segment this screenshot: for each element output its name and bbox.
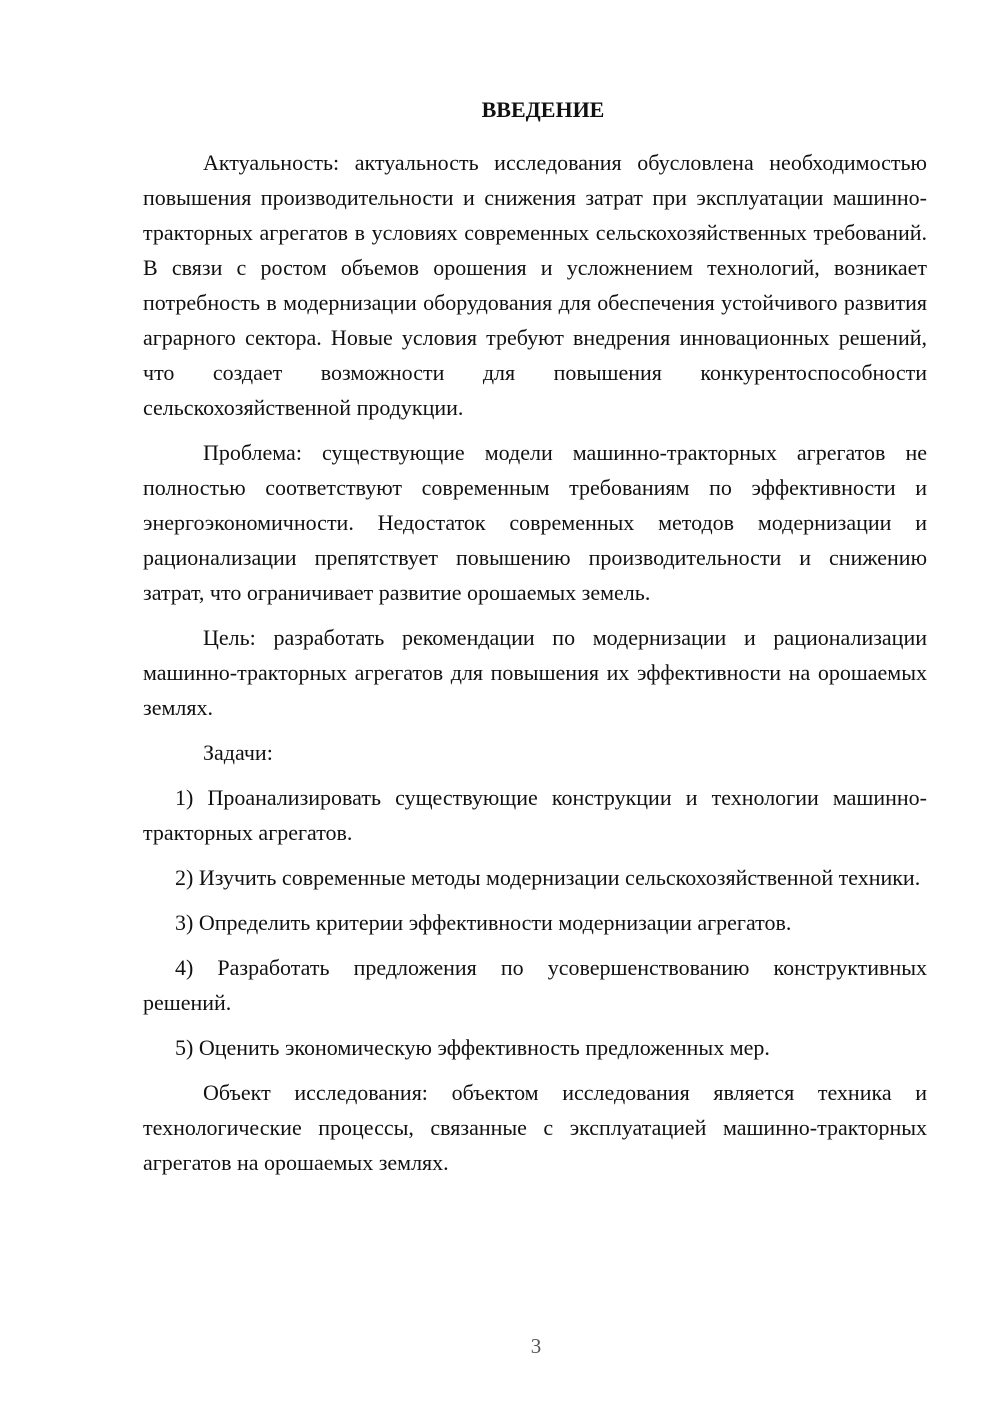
section-heading: ВВЕДЕНИЕ bbox=[481, 97, 605, 122]
task-item-5: 5) Оценить экономическую эффективность предложенных мер. bbox=[175, 1035, 770, 1060]
goal-paragraph: Цель: разработать рекомендации по модернизации и рационализации машинно-тракторных агрегатов для повышения их эффективности на орошаемых землях. bbox=[143, 625, 927, 720]
task-item-2: 2) Изучить современные методы модернизации сельскохозяйственной техники. bbox=[175, 865, 921, 890]
task-item-1: 1) Проанализировать существующие конструкции и технологии машинно-тракторных агрегатов. bbox=[143, 785, 927, 845]
problem-paragraph: Проблема: существующие модели машинно-тракторных агрегатов не полностью соответствуют современным требованиям по эффективности и энергоэкономичности. Недостаток современных методов модернизации и рационализации препятствует повышению производительности и снижению затрат, что ограничивает развитие орошаемых земель. bbox=[143, 440, 927, 605]
object-paragraph: Объект исследования: объектом исследования является техника и технологические процессы, связанные с эксплуатацией машинно-тракторных агрегатов на орошаемых землях. bbox=[143, 1080, 927, 1175]
relevance-paragraph: Актуальность: актуальность исследования обусловлена необходимостью повышения производительности и снижения затрат при эксплуатации машинно-тракторных агрегатов в условиях современных сельскохозяйственных требований. В связи с ростом объемов орошения и усложнением технологий, возникает потребность в модернизации оборудования для обеспечения устойчивого развития аграрного сектора. Новые условия требуют внедрения инновационных решений, что создает возможности для повышения конкурентоспособности сельскохозяйственной продукции. bbox=[143, 150, 927, 420]
tasks-label: Задачи: bbox=[203, 740, 273, 765]
page-content bbox=[143, 95, 927, 1190]
page-number: 3 bbox=[530, 1334, 542, 1358]
task-item-3: 3) Определить критерии эффективности модернизации агрегатов. bbox=[175, 910, 792, 935]
task-item-4: 4) Разработать предложения по усовершенствованию конструктивных решений. bbox=[143, 955, 927, 1015]
